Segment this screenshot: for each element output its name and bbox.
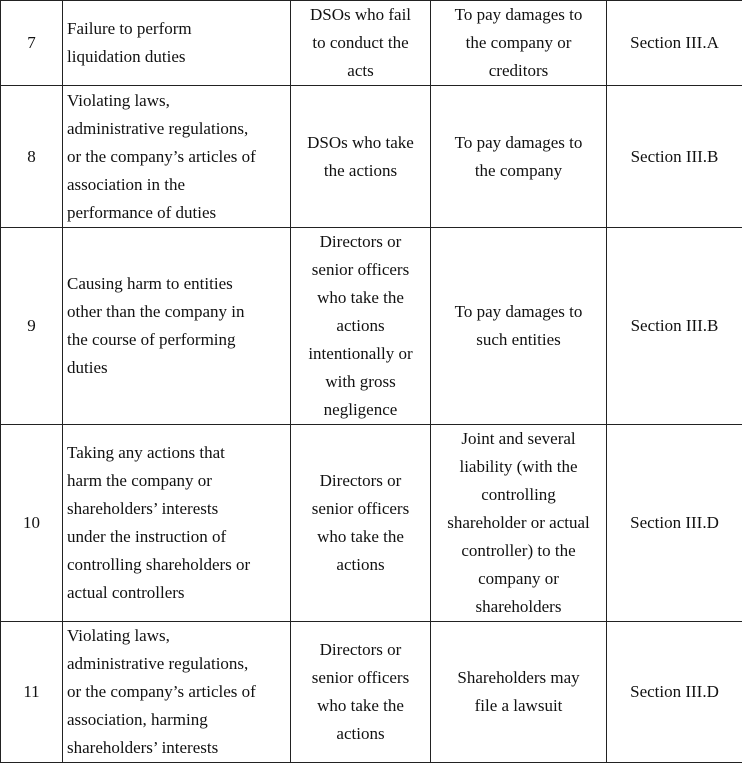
conduct-cell [63, 228, 291, 425]
liability-line: controlling [435, 481, 602, 509]
table-row [1, 622, 742, 763]
liability-cell [431, 622, 607, 763]
liability-line: controller) to the [435, 537, 602, 565]
conduct-line: liquidation duties [67, 43, 286, 71]
section-reference: Section III.B [607, 228, 742, 425]
liable-party-line: Directors or [295, 636, 426, 664]
liability-cell [431, 228, 607, 425]
conduct-line: administrative regulations, [67, 650, 286, 678]
conduct-line: duties [67, 354, 286, 382]
liable-party-line: DSOs who take [295, 129, 426, 157]
liable-party-line: senior officers [295, 256, 426, 284]
conduct-line: other than the company in [67, 298, 286, 326]
liable-party-cell [291, 228, 431, 425]
row-number: 7 [1, 1, 63, 86]
conduct-line: controlling shareholders or [67, 551, 286, 579]
liability-line: creditors [435, 57, 602, 85]
liability-line: To pay damages to [435, 129, 602, 157]
conduct-line: association in the [67, 171, 286, 199]
row-number: 11 [1, 622, 63, 763]
liability-cell [431, 1, 607, 86]
liable-party-line: senior officers [295, 495, 426, 523]
liable-party-line: Directors or [295, 228, 426, 256]
conduct-cell [63, 425, 291, 622]
table-row [1, 228, 742, 425]
conduct-line: the course of performing [67, 326, 286, 354]
conduct-line: under the instruction of [67, 523, 286, 551]
liable-party-line: actions [295, 312, 426, 340]
liability-cell [431, 86, 607, 228]
liability-line: such entities [435, 326, 602, 354]
liable-party-line: senior officers [295, 664, 426, 692]
conduct-line: harm the company or [67, 467, 286, 495]
liability-line: liability (with the [435, 453, 602, 481]
row-number: 10 [1, 425, 63, 622]
conduct-line: administrative regulations, [67, 115, 286, 143]
conduct-line: performance of duties [67, 199, 286, 227]
table-row [1, 86, 742, 228]
liability-line: the company or [435, 29, 602, 57]
conduct-line: actual controllers [67, 579, 286, 607]
conduct-line: or the company’s articles of [67, 678, 286, 706]
liability-line: shareholder or actual [435, 509, 602, 537]
conduct-cell [63, 622, 291, 763]
liability-cell [431, 425, 607, 622]
section-reference: Section III.B [607, 86, 742, 228]
conduct-line: shareholders’ interests [67, 495, 286, 523]
liable-party-cell [291, 86, 431, 228]
conduct-line: Violating laws, [67, 87, 286, 115]
section-reference: Section III.D [607, 622, 742, 763]
liable-party-line: acts [295, 57, 426, 85]
conduct-line: shareholders’ interests [67, 734, 286, 762]
liable-party-line: with gross [295, 368, 426, 396]
liable-party-line: who take the [295, 523, 426, 551]
conduct-cell [63, 86, 291, 228]
liability-line: company or [435, 565, 602, 593]
liability-line: Joint and several [435, 425, 602, 453]
liability-line: To pay damages to [435, 298, 602, 326]
liability-line: file a lawsuit [435, 692, 602, 720]
liable-party-line: who take the [295, 284, 426, 312]
liability-line: To pay damages to [435, 1, 602, 29]
conduct-line: Violating laws, [67, 622, 286, 650]
row-number: 8 [1, 86, 63, 228]
liability-line: shareholders [435, 593, 602, 621]
liability-line: Shareholders may [435, 664, 602, 692]
liable-party-line: actions [295, 720, 426, 748]
liable-party-line: the actions [295, 157, 426, 185]
row-number: 9 [1, 228, 63, 425]
conduct-line: Taking any actions that [67, 439, 286, 467]
section-reference: Section III.D [607, 425, 742, 622]
liable-party-cell [291, 1, 431, 86]
liable-party-cell [291, 425, 431, 622]
table-row [1, 1, 742, 86]
liable-party-cell [291, 622, 431, 763]
liable-party-line: actions [295, 551, 426, 579]
section-reference: Section III.A [607, 1, 742, 86]
liable-party-line: to conduct the [295, 29, 426, 57]
liable-party-line: DSOs who fail [295, 1, 426, 29]
conduct-line: Causing harm to entities [67, 270, 286, 298]
conduct-line: or the company’s articles of [67, 143, 286, 171]
liable-party-line: intentionally or [295, 340, 426, 368]
liability-line: the company [435, 157, 602, 185]
conduct-line: association, harming [67, 706, 286, 734]
liable-party-line: who take the [295, 692, 426, 720]
liable-party-line: Directors or [295, 467, 426, 495]
liable-party-line: negligence [295, 396, 426, 424]
table-row [1, 425, 742, 622]
conduct-cell [63, 1, 291, 86]
conduct-line: Failure to perform [67, 15, 286, 43]
